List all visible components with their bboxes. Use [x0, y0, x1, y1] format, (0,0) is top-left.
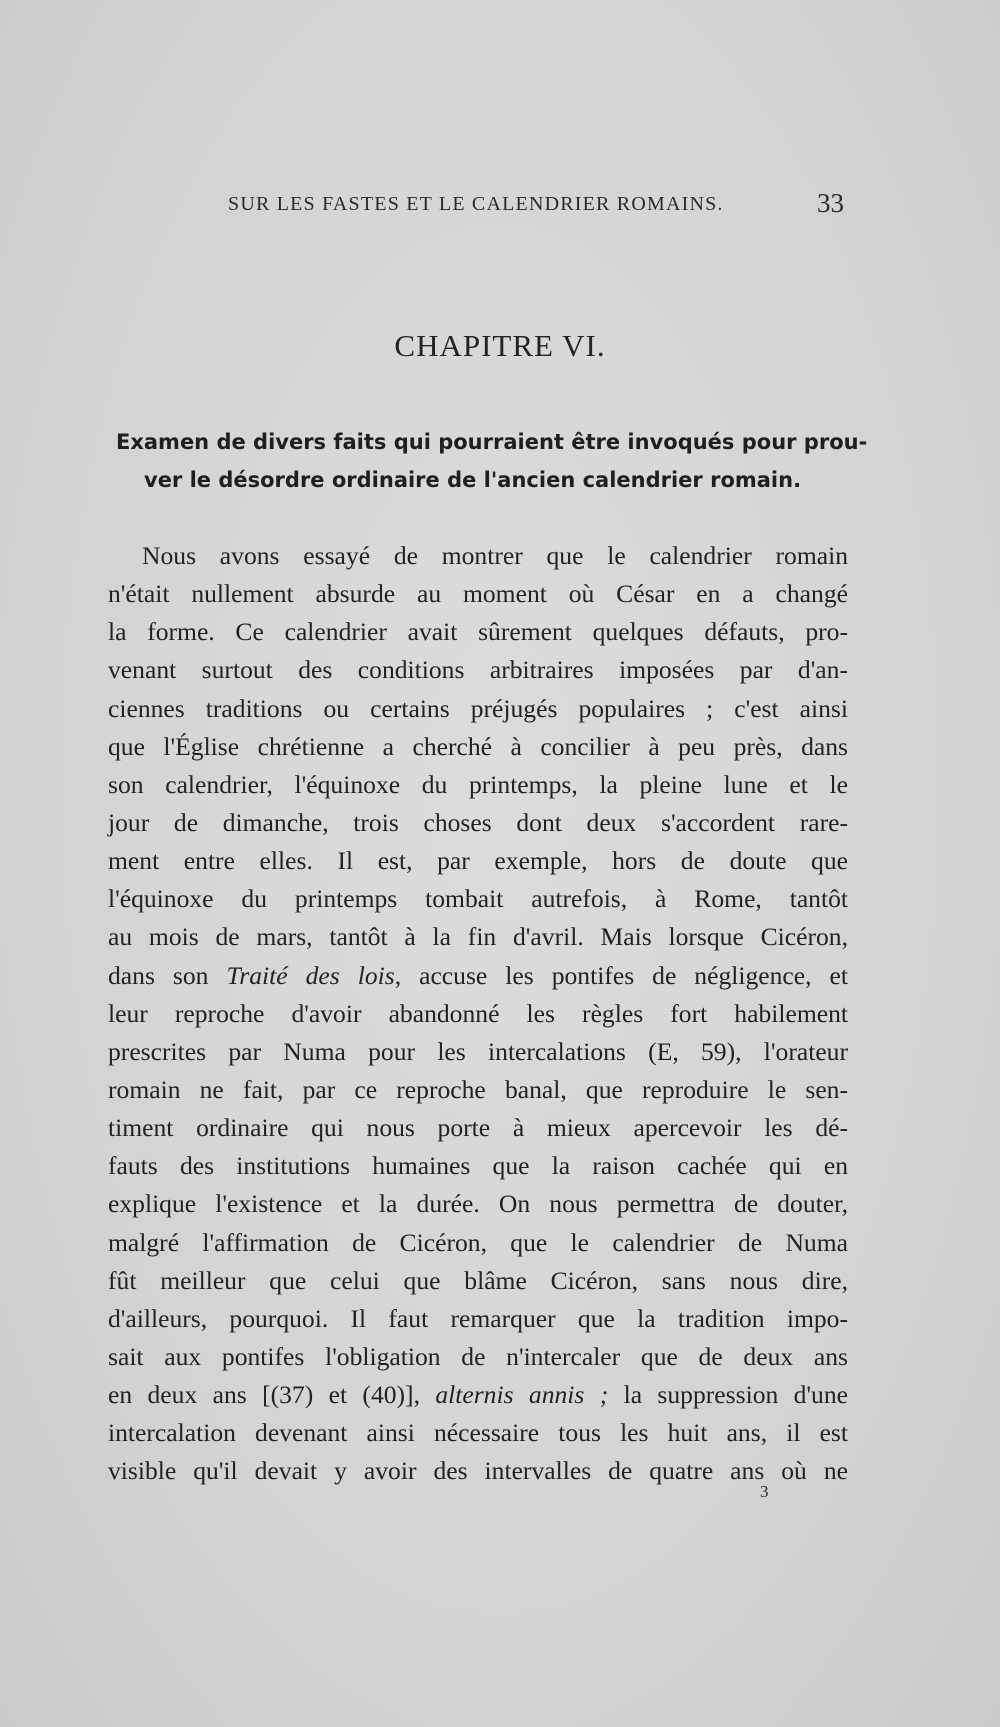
text-line: d'ailleurs, pourquoi. Il faut remarquer que la tradition impo- — [108, 1303, 848, 1333]
text-line-with-italic — [108, 957, 848, 995]
text-line: venant surtout des conditions arbitraires imposées par d'an- — [108, 655, 848, 685]
body-paragraph — [108, 537, 848, 1491]
italic-title: Traité des lois — [226, 960, 395, 990]
running-title: SUR LES FASTES ET LE CALENDRIER ROMAINS. — [228, 193, 724, 215]
text-line: n'était nullement absurde au moment où César en a changé — [108, 579, 848, 609]
chapter-subtitle — [116, 423, 868, 499]
text-segment: dans son — [108, 960, 227, 990]
text-line: romain ne fait, par ce reproche banal, que reproduire le sen- — [108, 1074, 848, 1104]
text-line-with-italic — [108, 1376, 848, 1414]
text-line: jour de dimanche, trois choses dont deux s'accordent rare- — [108, 807, 848, 837]
text-line: leur reproche d'avoir abandonné les règles fort habilement — [108, 998, 848, 1028]
text-line: ment entre elles. Il est, par exemple, hors de doute que — [108, 846, 848, 876]
text-line: fût meilleur que celui que blâme Cicéron, sans nous dire, — [108, 1265, 848, 1295]
text-segment: la suppression d'une — [608, 1380, 848, 1410]
text-line: fauts des institutions humaines que la raison cachée qui en — [108, 1151, 848, 1181]
text-segment: , accuse les pontifes de négligence, et — [394, 960, 849, 990]
italic-phrase: alternis annis ; — [435, 1380, 609, 1410]
text-line: intercalation devenant ainsi nécessaire tous les huit ans, il est — [108, 1418, 848, 1448]
page-number: 33 — [817, 188, 844, 218]
text-line: au mois de mars, tantôt à la fin d'avril. Mais lorsque Cicéron, — [108, 922, 848, 952]
text-line: l'équinoxe du printemps tombait autrefois, à Rome, tantôt — [108, 884, 848, 914]
subtitle-line: Examen de divers faits qui pourraient être invoqués pour prou- — [116, 430, 868, 454]
text-line: son calendrier, l'équinoxe du printemps, la pleine lune et le — [108, 769, 848, 799]
text-line: explique l'existence et la durée. On nous permettra de douter, — [108, 1189, 848, 1219]
text-line: prescrites par Numa pour les intercalations (E, 59), l'orateur — [108, 1036, 848, 1066]
signature-mark: 3 — [760, 1482, 769, 1501]
chapter-title: CHAPITRE VI. — [394, 328, 606, 363]
text-line: malgré l'affirmation de Cicéron, que le calendrier de Numa — [108, 1227, 848, 1257]
text-segment: en deux ans [(37) et (40)], — [108, 1380, 436, 1410]
text-line: que l'Église chrétienne a cherché à concilier à peu près, dans — [108, 731, 848, 761]
text-line: ciennes traditions ou certains préjugés populaires ; c'est ainsi — [108, 693, 848, 723]
text-line: visible qu'il devait y avoir des intervalles de quatre ans où ne — [108, 1456, 848, 1486]
text-line: timent ordinaire qui nous porte à mieux apercevoir les dé- — [108, 1113, 848, 1143]
text-line: la forme. Ce calendrier avait sûrement quelques défauts, pro- — [108, 617, 848, 647]
subtitle-line: ver le désordre ordinaire de l'ancien calendrier romain. — [144, 468, 802, 492]
text-line: sait aux pontifes l'obligation de n'intercaler que de deux ans — [108, 1341, 848, 1371]
text-line: Nous avons essayé de montrer que le calendrier romain — [142, 541, 848, 570]
